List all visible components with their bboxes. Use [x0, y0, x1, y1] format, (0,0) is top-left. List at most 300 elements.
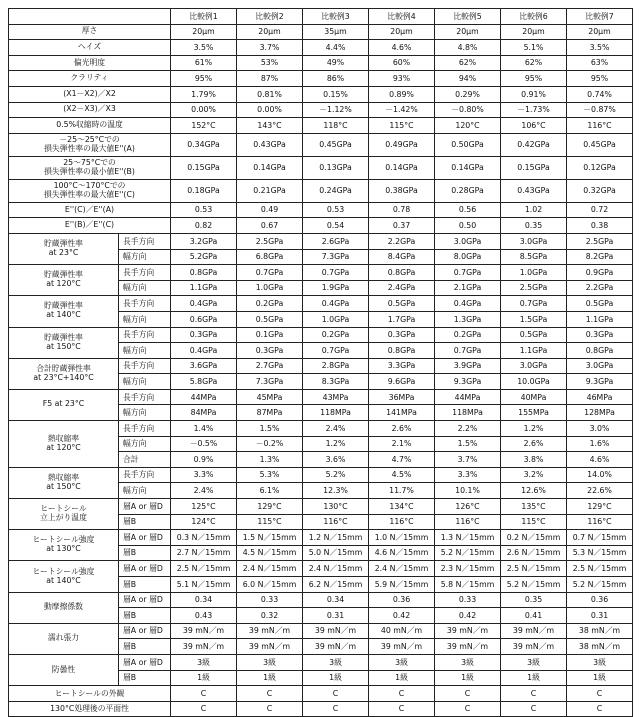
value-cell: 86% — [303, 71, 369, 87]
value-cell: 95% — [567, 71, 633, 87]
row-label: ヒートシールの外観 — [9, 686, 171, 702]
value-cell: 4.8% — [435, 40, 501, 56]
value-cell: 2.5 N／15mm — [501, 561, 567, 577]
row-label — [9, 421, 119, 468]
value-cell: 0.5GPa — [501, 327, 567, 343]
value-cell: 39 mN／m — [237, 639, 303, 655]
sub-label: 幅方向 — [119, 311, 171, 327]
row-label — [9, 327, 119, 358]
sub-label: 層B — [119, 608, 171, 624]
row-label-line: －25～25°Cでの — [11, 136, 168, 145]
value-cell: 39 mN／m — [435, 623, 501, 639]
value-cell: 2.2% — [435, 421, 501, 437]
value-cell: 0.50 — [435, 218, 501, 234]
value-cell: 5.3% — [237, 467, 303, 483]
value-cell: 3.3% — [435, 467, 501, 483]
table-row — [9, 218, 633, 234]
value-cell: 38 mN／m — [567, 623, 633, 639]
value-cell: 0.2GPa — [303, 327, 369, 343]
row-label-line: at 120°C — [11, 444, 116, 453]
value-cell: 0.1GPa — [237, 327, 303, 343]
value-cell: 0.8GPa — [369, 265, 435, 281]
sub-label: 長手方向 — [119, 296, 171, 312]
sub-label: 層B — [119, 514, 171, 530]
row-label-line: ヘイズ — [11, 43, 168, 52]
value-cell: 1級 — [567, 670, 633, 686]
value-cell: 0.43 — [171, 608, 237, 624]
value-cell: 1.6% — [567, 436, 633, 452]
value-cell: 106°C — [501, 118, 567, 134]
value-cell: 5.2 N／15mm — [435, 545, 501, 561]
value-cell: 62% — [435, 55, 501, 71]
value-cell: 39 mN／m — [435, 639, 501, 655]
value-cell: 0.36 — [567, 592, 633, 608]
value-cell: 0.35 — [501, 592, 567, 608]
value-cell: 1.5% — [435, 436, 501, 452]
value-cell: 40MPa — [501, 389, 567, 405]
row-label-line: 動摩擦係数 — [11, 603, 116, 612]
value-cell: －0.2% — [237, 436, 303, 452]
value-cell: 0.7GPa — [435, 265, 501, 281]
value-cell: 152°C — [171, 118, 237, 134]
value-cell: 1.3GPa — [435, 311, 501, 327]
value-cell: 116°C — [369, 514, 435, 530]
row-label — [9, 102, 171, 118]
value-cell: 115°C — [237, 514, 303, 530]
value-cell: 3.5% — [171, 40, 237, 56]
sub-label: 長手方向 — [119, 421, 171, 437]
row-label-line: E''(B)／E''(C) — [11, 221, 168, 230]
value-cell: 0.28GPa — [435, 179, 501, 202]
value-cell: 0.50GPa — [435, 133, 501, 156]
value-cell: 4.6% — [567, 452, 633, 468]
row-label-line: 偏光明度 — [11, 59, 168, 68]
value-cell: 0.89% — [369, 86, 435, 102]
value-cell: 0.81% — [237, 86, 303, 102]
sub-label: 長手方向 — [119, 389, 171, 405]
value-cell: 2.7 N／15mm — [171, 545, 237, 561]
value-cell: 130°C — [303, 499, 369, 515]
value-cell: 2.5GPa — [567, 233, 633, 249]
value-cell: 129°C — [237, 499, 303, 515]
row-label-line: 貯蔵弾性率 — [11, 240, 116, 249]
table-row — [9, 55, 633, 71]
value-cell: C — [435, 686, 501, 702]
value-cell: 0.2GPa — [237, 296, 303, 312]
row-label — [9, 179, 171, 202]
value-cell: 0.9% — [171, 452, 237, 468]
value-cell: 0.8GPa — [369, 343, 435, 359]
value-cell: 9.3GPa — [435, 374, 501, 390]
value-cell: 84MPa — [171, 405, 237, 421]
value-cell: 6.1% — [237, 483, 303, 499]
row-label-line: 貯蔵弾性率 — [11, 271, 116, 280]
value-cell: C — [501, 686, 567, 702]
row-label-line: 25～75°Cでの — [11, 159, 168, 168]
value-cell: C — [303, 686, 369, 702]
value-cell: 0.14GPa — [435, 156, 501, 179]
value-cell: 49% — [303, 55, 369, 71]
value-cell: 8.2GPa — [567, 249, 633, 265]
value-cell: 87% — [237, 71, 303, 87]
value-cell: 2.5 N／15mm — [171, 561, 237, 577]
value-cell: 20μm — [237, 24, 303, 40]
value-cell: 3.0GPa — [567, 358, 633, 374]
value-cell: 0.3GPa — [237, 343, 303, 359]
value-cell: 1.3 N／15mm — [435, 530, 501, 546]
row-label — [9, 499, 119, 530]
column-header: 比較例5 — [435, 9, 501, 25]
table-row — [9, 102, 633, 118]
value-cell: 115°C — [369, 118, 435, 134]
sub-label: 長手方向 — [119, 327, 171, 343]
value-cell: 0.4GPa — [435, 296, 501, 312]
value-cell: C — [171, 686, 237, 702]
table-row — [9, 179, 633, 202]
value-cell: 39 mN／m — [501, 639, 567, 655]
value-cell: 1.1GPa — [567, 311, 633, 327]
value-cell: 5.1% — [501, 40, 567, 56]
value-cell: 0.43GPa — [237, 133, 303, 156]
row-label — [9, 40, 171, 56]
table-row — [9, 421, 633, 437]
value-cell: 10.0GPa — [501, 374, 567, 390]
value-cell: 39 mN／m — [369, 639, 435, 655]
value-cell: 38 mN／m — [567, 639, 633, 655]
value-cell: 53% — [237, 55, 303, 71]
value-cell: 43MPa — [303, 389, 369, 405]
sub-label: 幅方向 — [119, 405, 171, 421]
sub-label: 層A or 層D — [119, 561, 171, 577]
value-cell: 0.5GPa — [369, 296, 435, 312]
value-cell: 2.1% — [369, 436, 435, 452]
row-label — [9, 24, 171, 40]
value-cell: 1.1GPa — [171, 280, 237, 296]
sub-label: 長手方向 — [119, 265, 171, 281]
value-cell: 39 mN／m — [171, 639, 237, 655]
value-cell: 3.2% — [501, 467, 567, 483]
value-cell: 39 mN／m — [303, 623, 369, 639]
row-label-line: E''(C)／E''(A) — [11, 206, 168, 215]
table-row — [9, 327, 633, 343]
row-label — [9, 202, 171, 218]
row-label — [9, 530, 119, 561]
value-cell: 0.74% — [567, 86, 633, 102]
sub-label: 長手方向 — [119, 467, 171, 483]
value-cell: 0.49GPa — [369, 133, 435, 156]
value-cell: C — [237, 686, 303, 702]
value-cell: 0.7GPa — [435, 343, 501, 359]
value-cell: 0.4GPa — [303, 296, 369, 312]
value-cell: C — [171, 701, 237, 717]
value-cell: 3級 — [303, 654, 369, 670]
value-cell: 5.2% — [303, 467, 369, 483]
value-cell: C — [567, 701, 633, 717]
value-cell: 141MPa — [369, 405, 435, 421]
value-cell: 4.5 N／15mm — [237, 545, 303, 561]
value-cell: 2.4% — [303, 421, 369, 437]
value-cell: 39 mN／m — [171, 623, 237, 639]
value-cell: 4.5% — [369, 467, 435, 483]
value-cell: 0.7GPa — [303, 265, 369, 281]
value-cell: 1.0 N／15mm — [369, 530, 435, 546]
value-cell: 6.2 N／15mm — [303, 577, 369, 593]
value-cell: 2.4 N／15mm — [369, 561, 435, 577]
value-cell: 5.1 N／15mm — [171, 577, 237, 593]
value-cell: 3.7% — [237, 40, 303, 56]
value-cell: 1.3% — [237, 452, 303, 468]
table-row — [9, 592, 633, 608]
value-cell: 1.2% — [303, 436, 369, 452]
row-label — [9, 156, 171, 179]
sub-label: 幅方向 — [119, 280, 171, 296]
value-cell: 0.7GPa — [303, 343, 369, 359]
row-label-line: 厚さ — [11, 27, 168, 36]
value-cell: 116°C — [303, 514, 369, 530]
value-cell: 0.4GPa — [171, 296, 237, 312]
row-label-line: F5 at 23°C — [11, 400, 116, 409]
row-label — [9, 358, 119, 389]
value-cell: 2.2GPa — [369, 233, 435, 249]
value-cell: 10.1% — [435, 483, 501, 499]
value-cell: 3級 — [501, 654, 567, 670]
value-cell: 0.2GPa — [435, 327, 501, 343]
value-cell: 62% — [501, 55, 567, 71]
value-cell: 155MPa — [501, 405, 567, 421]
value-cell: 1.1GPa — [501, 343, 567, 359]
value-cell: 12.6% — [501, 483, 567, 499]
value-cell: 118°C — [303, 118, 369, 134]
row-label — [9, 561, 119, 592]
sub-label: 幅方向 — [119, 483, 171, 499]
value-cell: 0.42 — [435, 608, 501, 624]
value-cell: 63% — [567, 55, 633, 71]
value-cell: 135°C — [501, 499, 567, 515]
value-cell: 5.9 N／15mm — [369, 577, 435, 593]
table-row — [9, 233, 633, 249]
value-cell: 46MPa — [567, 389, 633, 405]
value-cell: C — [567, 686, 633, 702]
value-cell: 1級 — [237, 670, 303, 686]
value-cell: 4.6% — [369, 40, 435, 56]
row-label-line: 0.5%収縮時の温度 — [11, 121, 168, 130]
value-cell: 0.91% — [501, 86, 567, 102]
column-header: 比較例1 — [171, 9, 237, 25]
row-label-line: ヒートシール — [11, 505, 116, 514]
row-label-line: at 140°C — [11, 311, 116, 320]
row-label — [9, 296, 119, 327]
value-cell: 1.0GPa — [501, 265, 567, 281]
value-cell: 0.3GPa — [567, 327, 633, 343]
value-cell: 0.31 — [303, 608, 369, 624]
table-row — [9, 156, 633, 179]
value-cell: 0.2 N／15mm — [501, 530, 567, 546]
value-cell: 125°C — [171, 499, 237, 515]
value-cell: 36MPa — [369, 389, 435, 405]
value-cell: 8.0GPa — [435, 249, 501, 265]
value-cell: 60% — [369, 55, 435, 71]
value-cell: 2.1GPa — [435, 280, 501, 296]
value-cell: C — [435, 701, 501, 717]
value-cell: 20μm — [567, 24, 633, 40]
row-label — [9, 86, 171, 102]
row-label-line: 貯蔵弾性率 — [11, 302, 116, 311]
row-label-line: 防曇性 — [11, 666, 116, 675]
value-cell: 0.6GPa — [171, 311, 237, 327]
row-label-line: 立上がり温度 — [11, 514, 116, 523]
row-label-line: 損失弾性率の最大値E''(C) — [11, 191, 168, 200]
sub-label: 長手方向 — [119, 233, 171, 249]
value-cell: 0.3 N／15mm — [171, 530, 237, 546]
value-cell: 0.72 — [567, 202, 633, 218]
value-cell: 0.37 — [369, 218, 435, 234]
sub-label: 層A or 層D — [119, 592, 171, 608]
value-cell: 0.3GPa — [171, 327, 237, 343]
value-cell: 1.79% — [171, 86, 237, 102]
value-cell: 0.45GPa — [303, 133, 369, 156]
sub-label: 層B — [119, 577, 171, 593]
value-cell: 1級 — [171, 670, 237, 686]
sub-label: 幅方向 — [119, 374, 171, 390]
table-row — [9, 701, 633, 717]
value-cell: 11.7% — [369, 483, 435, 499]
value-cell: C — [369, 686, 435, 702]
value-cell: 61% — [171, 55, 237, 71]
value-cell: 0.41 — [501, 608, 567, 624]
value-cell: 0.14GPa — [237, 156, 303, 179]
value-cell: 3級 — [369, 654, 435, 670]
value-cell: 1.4% — [171, 421, 237, 437]
row-label-line: 合計貯蔵弾性率 — [11, 365, 116, 374]
value-cell: 20μm — [369, 24, 435, 40]
value-cell: 2.6GPa — [303, 233, 369, 249]
value-cell: 0.4GPa — [171, 343, 237, 359]
value-cell: 3.9GPa — [435, 358, 501, 374]
sub-label: 幅方向 — [119, 249, 171, 265]
row-label-line: (X1－X2)／X2 — [11, 90, 168, 99]
value-cell: 2.5GPa — [501, 280, 567, 296]
value-cell: －1.12% — [303, 102, 369, 118]
value-cell: 3.6GPa — [171, 358, 237, 374]
table-row — [9, 686, 633, 702]
value-cell: 4.7% — [369, 452, 435, 468]
value-cell: 1.02 — [501, 202, 567, 218]
value-cell: 0.32GPa — [567, 179, 633, 202]
value-cell: C — [501, 701, 567, 717]
value-cell: 0.7GPa — [237, 265, 303, 281]
value-cell: 20μm — [501, 24, 567, 40]
value-cell: 0.9GPa — [567, 265, 633, 281]
value-cell: 5.0 N／15mm — [303, 545, 369, 561]
value-cell: 0.42GPa — [501, 133, 567, 156]
value-cell: 3.6% — [303, 452, 369, 468]
value-cell: 118MPa — [303, 405, 369, 421]
value-cell: 134°C — [369, 499, 435, 515]
comparison-table-container — [8, 8, 633, 717]
value-cell: 115°C — [501, 514, 567, 530]
value-cell: 143°C — [237, 118, 303, 134]
value-cell: 1.0GPa — [237, 280, 303, 296]
value-cell: 3.0% — [567, 421, 633, 437]
value-cell: 2.7GPa — [237, 358, 303, 374]
value-cell: 2.2GPa — [567, 280, 633, 296]
value-cell: 3.5% — [567, 40, 633, 56]
value-cell: 5.3 N／15mm — [567, 545, 633, 561]
table-row — [9, 499, 633, 515]
value-cell: 2.4 N／15mm — [303, 561, 369, 577]
corner-cell — [9, 9, 171, 25]
table-row — [9, 467, 633, 483]
row-label — [9, 265, 119, 296]
value-cell: 2.6 N／15mm — [501, 545, 567, 561]
value-cell: 0.7GPa — [501, 296, 567, 312]
value-cell: 44MPa — [171, 389, 237, 405]
value-cell: 4.4% — [303, 40, 369, 56]
value-cell: 9.6GPa — [369, 374, 435, 390]
column-header: 比較例6 — [501, 9, 567, 25]
value-cell: 0.29% — [435, 86, 501, 102]
table-row — [9, 71, 633, 87]
value-cell: 1.5% — [237, 421, 303, 437]
value-cell: 0.82 — [171, 218, 237, 234]
value-cell: 3.3GPa — [369, 358, 435, 374]
value-cell: 8.3GPa — [303, 374, 369, 390]
value-cell: 3.0GPa — [501, 358, 567, 374]
value-cell: 87MPa — [237, 405, 303, 421]
value-cell: 0.5GPa — [567, 296, 633, 312]
value-cell: 1.2% — [501, 421, 567, 437]
value-cell: 39 mN／m — [501, 623, 567, 639]
value-cell: 3.7% — [435, 452, 501, 468]
value-cell: 0.45GPa — [567, 133, 633, 156]
sub-label: 層B — [119, 545, 171, 561]
value-cell: 1.9GPa — [303, 280, 369, 296]
comparison-table — [8, 8, 633, 717]
value-cell: 0.14GPa — [369, 156, 435, 179]
value-cell: 0.36 — [369, 592, 435, 608]
row-label — [9, 218, 171, 234]
value-cell: 0.21GPa — [237, 179, 303, 202]
row-label-line: ヒートシール強度 — [11, 568, 116, 577]
value-cell: 94% — [435, 71, 501, 87]
column-header: 比較例4 — [369, 9, 435, 25]
value-cell: 3級 — [567, 654, 633, 670]
value-cell: 20μm — [171, 24, 237, 40]
value-cell: C — [237, 701, 303, 717]
value-cell: 2.8GPa — [303, 358, 369, 374]
value-cell: 5.2GPa — [171, 249, 237, 265]
row-label-line: 熱収縮率 — [11, 474, 116, 483]
table-row — [9, 296, 633, 312]
sub-label: 合計 — [119, 452, 171, 468]
value-cell: C — [369, 701, 435, 717]
value-cell: 0.35 — [501, 218, 567, 234]
value-cell: 4.6 N／15mm — [369, 545, 435, 561]
value-cell: 128MPa — [567, 405, 633, 421]
column-header: 比較例2 — [237, 9, 303, 25]
value-cell: 2.3 N／15mm — [435, 561, 501, 577]
value-cell: 3級 — [171, 654, 237, 670]
value-cell: 2.5 N／15mm — [567, 561, 633, 577]
row-label-line: at 140°C — [11, 577, 116, 586]
value-cell: 1級 — [501, 670, 567, 686]
value-cell: 124°C — [171, 514, 237, 530]
row-label — [9, 233, 119, 264]
value-cell: 0.34 — [303, 592, 369, 608]
value-cell: 22.6% — [567, 483, 633, 499]
value-cell: 0.7 N／15mm — [567, 530, 633, 546]
table-row — [9, 623, 633, 639]
